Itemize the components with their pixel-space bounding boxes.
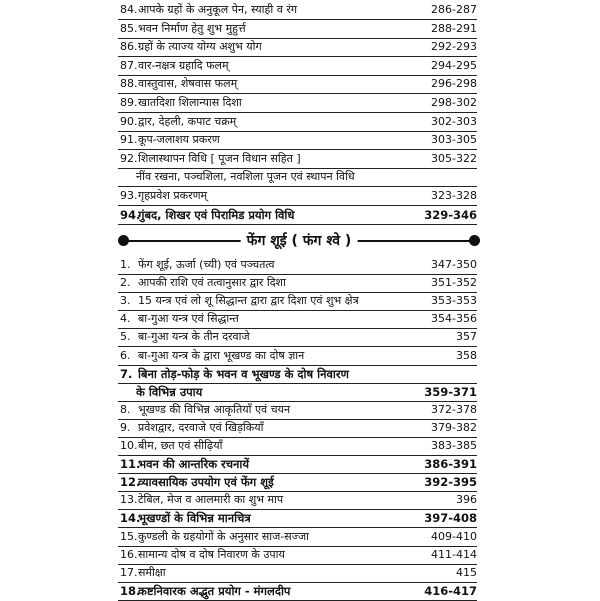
entry-pages: 294-295 <box>431 58 477 72</box>
entry-title: कुण्डली के ग्रहयोगों के अनुसार साज-सज्जा <box>138 529 310 543</box>
entry-pages: 386-391 <box>424 457 477 472</box>
section-header <box>118 228 480 254</box>
contents-row <box>0 581 600 601</box>
entry-pages: 302-303 <box>431 114 477 128</box>
contents-row <box>0 186 600 206</box>
contents-row <box>0 364 600 384</box>
entry-pages: 323-328 <box>431 189 477 202</box>
entry-number: 93. <box>120 189 138 202</box>
bullet-dot-icon <box>118 235 129 246</box>
entry-number: 94. <box>120 207 141 222</box>
entry-title: शिलास्थापन विधि [ पूजन विधान सहित ] <box>138 151 301 165</box>
entry-title: वास्तुवास, शेषवास फलम् <box>138 77 238 91</box>
entry-title: वार-नक्षत्र ग्रहादि फलम् <box>138 58 229 72</box>
entry-pages: 288-291 <box>431 21 477 35</box>
entry-title: बा-गुआ यन्त्र के द्वारा भूखण्ड का दोष ज्ञान <box>138 348 305 362</box>
entry-pages: 329-346 <box>424 207 477 222</box>
entry-number: 6. <box>120 348 131 362</box>
entry-number: 90. <box>120 114 138 128</box>
contents-row <box>0 508 600 528</box>
entry-title: द्वार, देहली, कपाट चक्रम् <box>138 114 237 128</box>
entry-pages: 383-385 <box>431 439 477 452</box>
entry-title: के विभिन्न उपाय <box>136 384 203 399</box>
contents-row <box>0 563 600 583</box>
entry-title: बिना तोड़-फोड़ के भवन व भूखण्ड के दोष निवारण <box>138 366 349 381</box>
entry-pages: 347-350 <box>431 258 477 271</box>
entry-number: 8. <box>120 402 131 416</box>
entry-pages: 298-302 <box>431 96 477 109</box>
entry-title: नींव रखना, पञ्चशिला, नवशिला पूजन एवं स्थापन विधि <box>136 170 355 184</box>
entry-pages: 357 <box>456 330 477 344</box>
contents-row <box>0 545 600 565</box>
contents-row <box>0 346 600 366</box>
entry-number: 16. <box>120 547 138 561</box>
entry-number: 91. <box>120 133 138 147</box>
entry-title: फेंग शूई, ऊर्जा (च्यी) एवं पञ्चतत्व <box>138 258 275 271</box>
section-title: फेंग शूई ( फंग श्वे ) <box>241 230 358 252</box>
entry-title: ग्रहों के त्याज्य योग्य अशुभ योग <box>138 40 262 54</box>
contents-row <box>0 291 600 311</box>
entry-pages: 296-298 <box>431 77 477 91</box>
entry-number: 88. <box>120 77 138 91</box>
contents-row <box>0 130 600 150</box>
contents-row <box>0 436 600 456</box>
entry-title: सामान्य दोष व दोष निवारण के उपाय <box>138 547 285 561</box>
entry-pages: 286-287 <box>431 3 477 16</box>
entry-number: 11. <box>120 457 141 472</box>
entry-title: भवन निर्माण हेतु शुभ मुहुर्त्त <box>138 21 246 35</box>
entry-number: 18. <box>120 583 141 598</box>
contents-row <box>0 167 600 187</box>
entry-pages: 292-293 <box>431 40 477 54</box>
contents-row <box>0 205 600 225</box>
contents-row <box>0 327 600 347</box>
contents-row <box>0 56 600 76</box>
entry-title: आपकी राशि एवं तत्वानुसार द्वार दिशा <box>138 276 286 290</box>
entry-pages: 305-322 <box>431 151 477 165</box>
entry-pages: 411-414 <box>431 547 477 561</box>
entry-pages: 416-417 <box>424 583 477 598</box>
contents-row <box>0 93 600 113</box>
entry-number: 87. <box>120 58 138 72</box>
entry-number: 3. <box>120 294 131 308</box>
entry-pages: 358 <box>456 348 477 362</box>
entry-pages: 354-356 <box>431 312 477 326</box>
entry-number: 89. <box>120 96 138 109</box>
entry-number: 12. <box>120 475 141 490</box>
entry-pages: 351-352 <box>431 276 477 290</box>
entry-title: भवन की आन्तरिक रचनायें <box>138 457 250 472</box>
entry-number: 9. <box>120 420 131 434</box>
entry-number: 13. <box>120 493 138 507</box>
entry-title: आपके ग्रहों के अनुकूल पेन, स्याही व रंग <box>138 3 298 16</box>
entry-title: बीम, छत एवं सीढ़ियाँ <box>138 439 223 452</box>
contents-row <box>0 0 600 20</box>
contents-row <box>0 418 600 438</box>
entry-number: 7. <box>120 366 133 381</box>
contents-row <box>0 527 600 547</box>
contents-row <box>0 37 600 57</box>
entry-number: 5. <box>120 330 131 344</box>
contents-row <box>0 19 600 39</box>
entry-number: 14. <box>120 511 141 526</box>
entry-number: 17. <box>120 565 138 579</box>
entry-title: बा-गुआ यन्त्र के तीन दरवाजे <box>138 330 250 344</box>
entry-pages: 379-382 <box>431 420 477 434</box>
entry-pages: 415 <box>456 565 477 579</box>
entry-title: बा-गुआ यन्त्र एवं सिद्धान्त <box>138 312 239 326</box>
contents-row <box>0 400 600 420</box>
contents-row <box>0 255 600 275</box>
row-underline <box>118 224 477 225</box>
entry-number: 10. <box>120 439 138 452</box>
entry-title: कूप-जलाशय प्रकरण <box>138 133 220 147</box>
entry-number: 2. <box>120 276 131 290</box>
entry-title: भूखण्डों के विभिन्न मानचित्र <box>138 511 251 526</box>
entry-title: प्रवेशद्वार, दरवाजे एवं खिड़कियाँ <box>138 420 264 434</box>
entry-pages: 359-371 <box>424 384 477 399</box>
contents-row <box>0 273 600 293</box>
entry-title: कष्टनिवारक अद्भुत प्रयोग - मंगलदीप <box>138 583 291 598</box>
entry-title: समीक्षा <box>138 565 166 579</box>
entry-number: 85. <box>120 21 138 35</box>
entry-number: 15. <box>120 529 138 543</box>
entry-pages: 303-305 <box>431 133 477 147</box>
bullet-dot-icon <box>469 235 480 246</box>
entry-number: 86. <box>120 40 138 54</box>
entry-title: व्यावसायिक उपयोग एवं फेंग शूई <box>138 475 274 490</box>
contents-row <box>0 149 600 169</box>
entry-title: 15 यन्त्र एवं लो शू सिद्धान्त द्वारा द्वार दिशा एवं शुभ क्षेत्र <box>138 294 359 308</box>
contents-row <box>0 454 600 474</box>
entry-pages: 397-408 <box>424 511 477 526</box>
contents-row <box>0 74 600 94</box>
contents-row <box>0 309 600 329</box>
entry-title: गुंबद, शिखर एवं पिरामिड प्रयोग विधि <box>138 207 295 222</box>
entry-pages: 353-353 <box>431 294 477 308</box>
entry-title: टेबिल, मेज व आलमारी का शुभ माप <box>138 493 284 507</box>
entry-pages: 372-378 <box>431 402 477 416</box>
entry-title: भूखण्ड की विभिन्न आकृतियाँ एवं चयन <box>138 402 291 416</box>
contents-row <box>0 382 600 402</box>
entry-pages: 392-395 <box>424 475 477 490</box>
entry-number: 1. <box>120 258 131 271</box>
contents-row <box>0 472 600 492</box>
entry-number: 84. <box>120 3 138 16</box>
entry-number: 4. <box>120 312 131 326</box>
entry-pages: 396 <box>456 493 477 507</box>
entry-pages: 409-410 <box>431 529 477 543</box>
entry-title: खातदिशा शिलान्यास दिशा <box>138 96 242 109</box>
contents-row <box>0 490 600 510</box>
entry-number: 92. <box>120 151 138 165</box>
entry-title: गृहप्रवेश प्रकरणम् <box>138 189 208 202</box>
contents-row <box>0 112 600 132</box>
